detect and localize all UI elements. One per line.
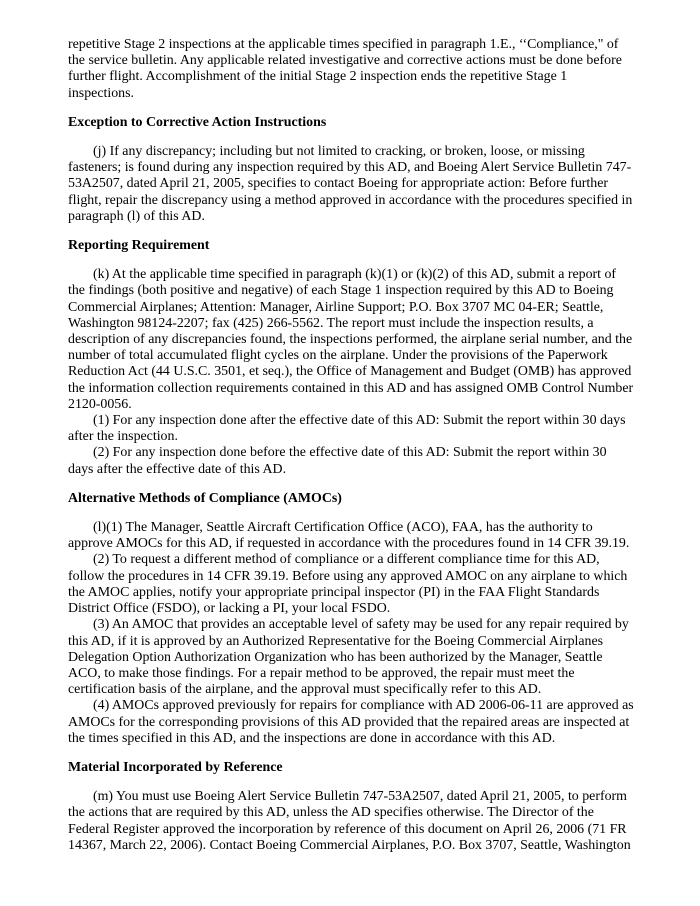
paragraph-k1-report-after-effective-date: (1) For any inspection done after the effective date of this AD: Submit the report within 30 days after the inspection. xyxy=(68,413,626,445)
paragraph-l2-request-procedure: (2) To request a different method of compliance or a different compliance time for this AD, follow the procedures in 14 CFR 39.19. Before using any approved AMOC on any airplane to which the AMOC applies, notify your appropriate principal inspector (PI) in the FAA Flight Standards District Office (FSDO), or lacking a PI, your local FSDO. xyxy=(68,552,628,617)
paragraph-l1-aco-authority: (l)(1) The Manager, Seattle Aircraft Certification Office (ACO), FAA, has the authority to approve AMOCs for this AD, if requested in accordance with the procedures found in 14 CFR 39.19. xyxy=(68,520,630,552)
paragraph-l4-previous-amocs: (4) AMOCs approved previously for repairs for compliance with AD 2006-06-11 are approved as AMOCs for the corresponding provisions of this AD provided that the repaired areas are inspected at the times specified in this AD, and the inspections are done in accordance with this AD. xyxy=(68,698,634,746)
paragraph-k-report-submission: (k) At the applicable time specified in paragraph (k)(1) or (k)(2) of this AD, submit a report of the findings (both positive and negative) of each Stage 1 inspection required by this AD to Boeing Commercial Airplanes; Attention: Manager, Airline Support; P.O. Box 3707 MC 04-ER; Seattle, Washington 98124-2207; fax (425) 266-5562. The report must include the inspection results, a description of any discrepancies found, the inspections performed, the airplane serial number, and the number of total accumulated flight cycles on the airplane. Under the provisions of the Paperwork Reduction Act (44 U.S.C. 3501, et seq.), the Office of Management and Budget (OMB) has approved the information collection requirements contained in this AD and has assigned OMB Control Number 2120-0056. xyxy=(68,267,634,412)
section-heading-material-incorporated-by-reference: Material Incorporated by Reference xyxy=(68,759,283,775)
section-heading-reporting-requirement: Reporting Requirement xyxy=(68,238,210,254)
paragraph-j-discrepancy: (j) If any discrepancy; including but not limited to cracking, or broken, loose, or missing fasteners; is found during any inspection required by this AD, and Boeing Alert Service Bulletin 747-53A2507, dated April 21, 2005, specifies to contact Boeing for appropriate action: Before further flight, repair the discrepancy using a method approved in accordance with the procedures specified in paragraph (l) of this AD. xyxy=(68,144,633,224)
paragraph-l3-amoc-repair-approval: (3) An AMOC that provides an acceptable level of safety may be used for any repair required by this AD, if it is approved by an Authorized Representative for the Boeing Commercial Airplanes Delegation Option Authorization Organization who has been authorized by the Manager, Seattle ACO, to make those findings. For a repair method to be approved, the repair must meet the certification basis of the airplane, and the approval must specifically refer to this AD. xyxy=(68,617,629,698)
paragraph-m-service-bulletin-reference: (m) You must use Boeing Alert Service Bulletin 747-53A2507, dated April 21, 2005, to perform the actions that are required by this AD, unless the AD specifies otherwise. The Director of the Federal Register approved the incorporation by reference of this document on April 26, 2006 (71 FR 14367, March 22, 2006). Contact Boeing Commercial Airplanes, P.O. Box 3707, Seattle, Washington xyxy=(68,789,631,853)
paragraph-k2-report-before-effective-date: (2) For any inspection done before the effective date of this AD: Submit the report within 30 days after the effective date of this AD. xyxy=(68,445,607,477)
section-heading-exception-to-corrective-action-instructions: Exception to Corrective Action Instructions xyxy=(68,114,327,130)
paragraph-stage2-continuation: repetitive Stage 2 inspections at the applicable times specified in paragraph 1.E., ‘‘Compliance," of the service bulletin. Any applicable related investigative and corrective actions must be done before further flight. Accomplishment of the initial Stage 2 inspection ends the repetitive Stage 1 inspections. xyxy=(68,37,622,101)
section-heading-alternative-methods-of-compliance: Alternative Methods of Compliance (AMOCs) xyxy=(68,490,342,506)
